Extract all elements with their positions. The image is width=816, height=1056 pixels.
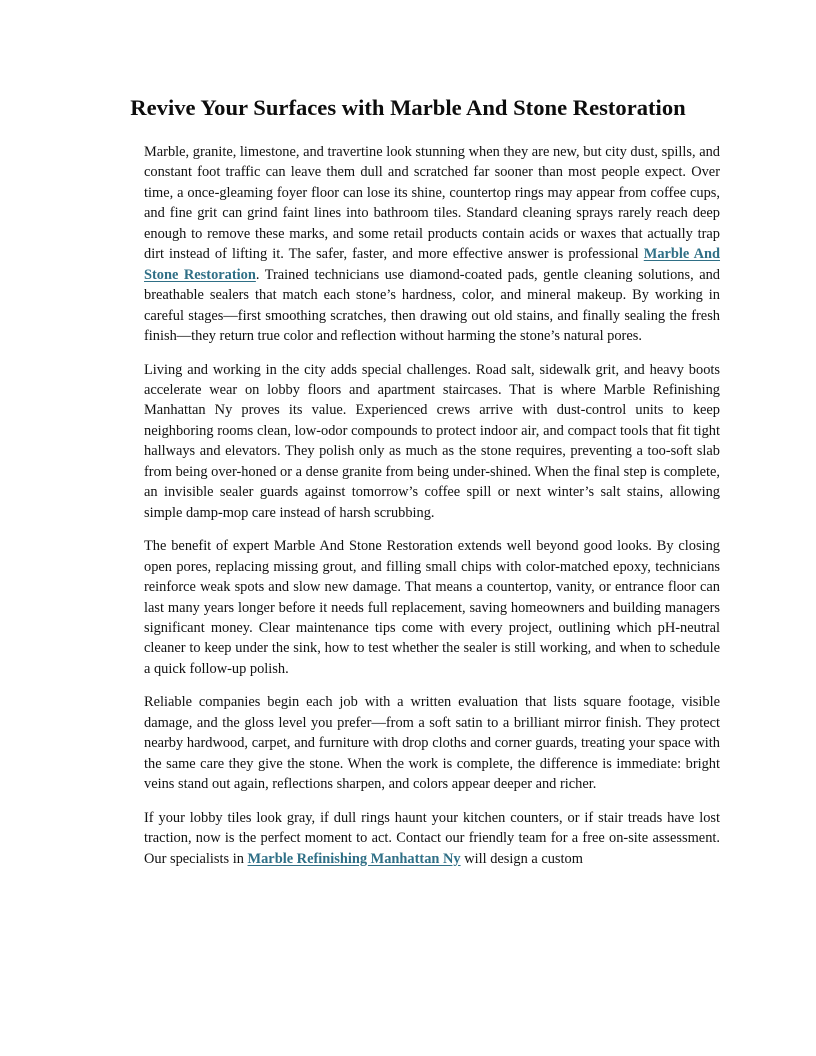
paragraph-2: Living and working in the city adds special challenges. Road salt, sidewalk grit, and heavy boots accelerate wear on lobby floors and apartment staircases. That is where Marble Refinishing Manhattan Ny proves its value. Experienced crews arrive with dust-control units to keep neighboring rooms clean, low-odor compounds to protect indoor air, and compact tools that fit tight hallways and elevators. They polish only as much as the stone requires, preventing a too-soft slab from being over-honed or a dense granite from being under-shined. When the final step is complete, an invisible sealer guards against tomorrow’s coffee spill or next winter’s salt stains, allowing simple damp-mop care instead of harsh scrubbing. [144,361,720,521]
article-body [144,142,720,882]
marble-stone-restoration-link[interactable]: Marble And Stone Restoration [144,246,721,283]
paragraph-1-text-before: Marble, granite, limestone, and travertine look stunning when they are new, but city dust, spills, and constant foot traffic can leave them dull and scratched far sooner than most people expect. Over time, a once-gleaming foyer floor can lose its shine, countertop rings may appear from coffee cups, and fine grit can grind faint lines into bathroom tiles. Standard cleaning sprays rarely reach deep enough to remove these marks, and some retail products contain acids or waxes that actually trap dirt instead of lifting it. The safer, faster, and more effective answer is professional [144,144,720,263]
paragraph-5 [144,808,720,869]
paragraph-1-text-after: . Trained technicians use diamond-coated pads, gentle cleaning solutions, and breathable sealers that match each stone’s hardness, color, and mineral makeup. By working in careful stages—first smoothing scratches, then drawing out old stains, and finally sealing the fresh finish—they return true color and reflection without harming the stone’s natural pores. [144,266,721,345]
marble-refinishing-manhattan-link[interactable]: Marble Refinishing Manhattan Ny [247,850,461,867]
page-title: Revive Your Surfaces with Marble And Stone Restoration [130,95,686,120]
paragraph-5-text-after: will design a custom [460,850,583,867]
paragraph-1 [144,142,720,347]
paragraph-3: The benefit of expert Marble And Stone Restoration extends well beyond good looks. By closing open pores, replacing missing grout, and filling small chips with color-matched epoxy, technicians reinforce weak spots and slow new damage. That means a countertop, vanity, or entrance floor can last many years longer before it needs full replacement, saving homeowners and building managers significant money. Clear maintenance tips come with every project, outlining which pH-neutral cleaner to keep under the sink, how to test whether the sealer is still working, and when to schedule a quick follow-up polish. [144,538,720,677]
paragraph-5-text-before: If your lobby tiles look gray, if dull rings haunt your kitchen counters, or if stair treads have lost traction, now is the perfect moment to act. Contact our friendly team for a free on-site assessment. Our specialists in [144,809,720,867]
paragraph-4: Reliable companies begin each job with a written evaluation that lists square footage, visible damage, and the gloss level you prefer—from a soft satin to a brilliant mirror finish. They protect nearby hardwood, carpet, and furniture with drop cloths and corner guards, treating your space with the same care they give the stone. When the work is complete, the difference is immediate: bright veins stand out again, reflections sharpen, and colors appear deeper and richer. [144,694,720,793]
